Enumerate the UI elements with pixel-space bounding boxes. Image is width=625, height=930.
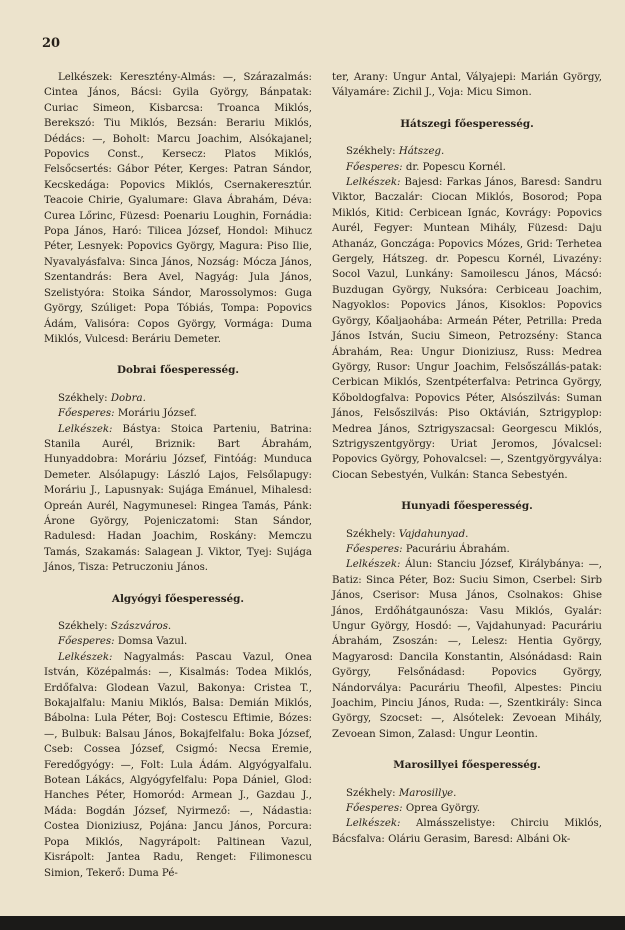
priests-text: Almásszelistye: Chirciu Miklós, Bácsfalva: Oláriu Gerasim, Baresd: Albáni Ok- [332,818,602,845]
dean-label: Főesperes: [346,543,403,555]
dobrai-seat [44,391,312,406]
seat-label: Székhely: [346,146,396,158]
seat-value: Hátszeg. [398,146,445,158]
priests-label: Lelkészek: [58,423,113,435]
hatszegi-priests [332,175,602,483]
section-title-marosillyei: Marosillyei főesperesség. [393,759,541,772]
page-number: 20 [42,36,61,51]
seat-value: Szászváros. [110,621,172,632]
dean-value: Domsa Vazul. [117,636,188,648]
priests-label: Lelkészek: [346,177,401,189]
dean-value: Oprea György. [405,803,480,815]
marosillyei-dean [332,801,602,816]
priests-text: Álun: Stanciu József, Királybánya: —, Batiz: Sinca Péter, Boz: Suciu Simon, Cserbel: Sirb János, Cserisor: Musa János, Csolnakos: Ghise János, Erdőhátgaunósza: Vasu Miklós, Gyalár: Ungur György, Hosdó: —, Vajdahunyad: Pacuráriu Ábrahám, Zsoszán: —, Lelesz: Hentia György, Magyarosd: Dancila Konstantin, Alsónádasd: Rain György, Felsőnádasd: Popovics György, Nándorválya: Pacuráriu Theofil, Alpestes: Pinciu Joachim, Pinciu János, Ruda: —, Szentkirály: Sinca György, Szocset: —, Alsótelek: Zevoean Mihály, Zevoean Simon, Zalasd: Ungur Leontin. [332,559,602,740]
dobrai-priests [44,422,312,576]
marosillyei-priests [332,816,602,847]
dean-label: Főesperes: [346,803,403,815]
seat-value: Dobra. [110,392,146,404]
dean-value: Pacuráriu Ábrahám. [405,543,510,555]
algyogyi-dean [44,634,312,649]
dean-value: dr. Popescu Kornél. [405,161,506,173]
left-column [44,70,312,881]
hunyadi-priests [332,557,602,742]
hunyadi-dean [332,542,602,557]
seat-value: Vajdahunyad. [398,528,469,540]
priests-label: Lelkészek: [346,559,401,571]
dean-value: Moráriu József. [117,408,197,420]
seat-value: Marosillye. [398,787,457,799]
dobrai-dean [44,406,312,421]
page-bottom-edge [0,916,625,930]
priests-label: Lelkészek: [346,818,401,830]
section-title-hunyadi: Hunyadi főesperesség. [401,500,533,513]
hatszegi-seat [332,144,602,159]
seat-label: Székhely: [346,528,396,540]
dean-label: Főesperes: [58,636,115,648]
paragraph-left-continuation: Lelkészek: Keresztény-Almás: —, Szárazalmás: Cintea János, Bácsi: Gyila György, Bánpatak: Curiac Simeon, Kisbarcsa: Troanca Miklós, Berekszó: Tiu Miklós, Bezsán: Berariu Miklós, Dédács: —, Boholt: Marcu Joachim, Alsókajanel; Popovics Const., Kersecz: Platos Miklós, Felsőcsertés: Gábor Péter, Kerges: Patran Sándor, Kecskedága: Popovics Miklós, Csernakeresztúr. Teacoie Chirie, Gyalumare: Glava Ábrahám, Déva: Curea Lőrinc, Füzesd: Poenariu Loughin, Fornádia: Popa János, Haró: Tilicea József, Hondol: Mihucz Péter, Lesnyek: Popovics György, Magura: Piso Ilie, Nyavalyásfalva: Sinca János, Nozság: Mócza János, Szentandrás: Bera Avel, Nagyág: Jula János, Szelistyóra: Stoika Sándor, Marossolymos: Guga György, Szúliget: Popa Tóbiás, Tompa: Popovics Ádám, Valisóra: Copos György, Vormága: Duma Miklós, Vulcesd: Beráriu Demeter. [44,72,312,345]
marosillyei-seat [332,786,602,801]
priests-label: Lelkészek: [58,651,113,663]
right-column [332,70,602,847]
algyogyi-priests [44,650,312,881]
algyogyi-seat [44,619,312,634]
hatszegi-dean [332,160,602,175]
section-title-algyogyi: Algyógyi főesperesség. [111,592,245,605]
dean-label: Főesperes: [346,161,403,173]
section-title-hatszegi: Hátszegi főesperesség. [400,117,534,130]
dean-label: Főesperes: [58,408,115,420]
hunyadi-seat [332,527,602,542]
seat-label: Székhely: [58,621,108,632]
seat-label: Székhely: [346,787,396,799]
section-title-dobrai: Dobrai főesperesség. [117,364,239,377]
priests-text: Bástya: Stoica Parteniu, Batrina: Stanila Aurél, Briznik: Bart Ábrahám, Hunyaddobra: Moráriu József, Fintóág: Munduca Demeter. Alsólapugy: László Lajos, Felsőlapugy: Moráriu J., Lapusnyak: Sujága Emánuel, Mihalesd: Opreán Aurél, Nagymunesel: Ringea Tamás, Pánk: Árone György, Pojeniczatomi: Stan Sándor, Radulesd: Hadan Joachim, Roskány: Memczu Tamás, Szakamás: Salagean J. Viktor, Tyej: Sujága János, Tisza: Petruczoniu János. [44,423,312,574]
paragraph-right-continuation: ter, Arany: Ungur Antal, Vályajepi: Marián György, Vályamáre: Zichil J., Voja: Micu Simon. [332,72,602,99]
seat-label: Székhely: [58,392,108,404]
priests-text: Bajesd: Farkas János, Baresd: Sandru Viktor, Baczalár: Ciocan Miklós, Bosorod; Popa Miklós, Kitid: Cerbicean Ignác, Kovrágy: Popovics Aurél, Fegyer: Muntean Mihály, Füzesd: Daju Athanáz, Gonczága: Popovics Mózes, Grid: Terhetea Gergely, Hátszeg. dr. Popescu Kornél, Livazény: Socol Vazul, Lunkány: Samoilescu János, Mácsó: Buzdugan György, Nuksóra: Cerbiceau Joachim, Nagyoklos: Popovics János, Kisoklos: Popovics György, Kőaljaohába: Armeán Péter, Petrilla: Preda János István, Suciu Simeon, Petrozsény: Stanca Ábrahám, Rea: Ungur Dioniziusz, Russ: Medrea György, Rusor: Ungur Joachim, Felsőszállás-patak: Cerbican Miklós, Szentpéterfalva: Petrinca György, Kőboldogfalva: Popovics Péter, Alsószilvás: Suman János, Felsőszilvás: Piso Oktávián, Sztrigyplop: Medrea János, Sztrigyszacsal: Georgescu Miklós, Sztrigyszentgyörgy: Uriat Jeromos, Jóvalcsel: Popovics György, Pohovalcsel: —, Szentgyörgyválya: Ciocan Sebestyén, Vulkán: Stanca Sebestyén. [332,177,602,481]
priests-text: Nagyalmás: Pascau Vazul, Onea István, Középalmás: —, Kisalmás: Todea Miklós, Erdőfalva: Glodean Vazul, Bakonya: Cristea T., Bokajalfalu: Maniu Miklós, Balsa: Demián Miklós, Bábolna: Lula Péter, Boj: Costescu Eftimie, Bózes: —, Bulbuk: Balsau János, Bokajfelfalu: Boka József, Cseb: Cossea József, Csigmó: Necsa Eremie, Feredőgyógy: —, Folt: Lula Ádám. Algyógyalfalu. Botean Lákács, Algyógyfelfalu: Popa Dániel, Glod: Hanches Péter, Homoród: Armean J., Gazdau J., Máda: Bogdán József, Nyirmező: —, Nádastia: Costea Dioniziusz, Pojána: Jancu János, Porcura: Popa Miklós, Nagyrápolt: Paltinean Vazul, Kisrápolt: Jantea Radu, Renget: Filimonescu Simion, Tekerő: Duma Pé- [44,651,312,879]
